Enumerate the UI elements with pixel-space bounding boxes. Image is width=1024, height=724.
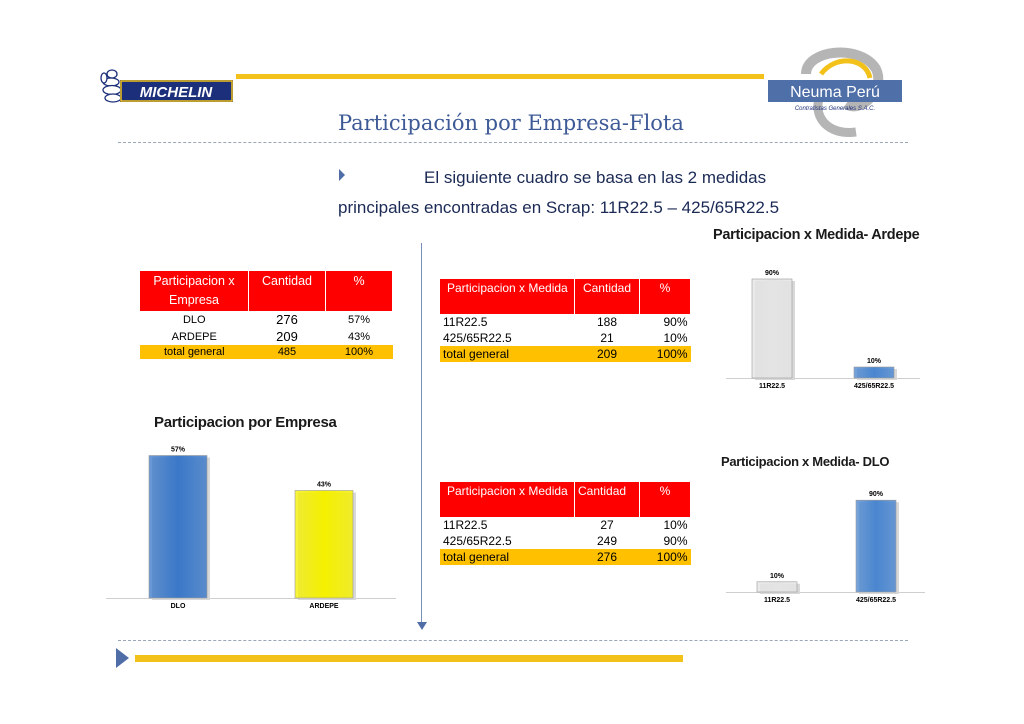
data-label: 90% bbox=[868, 491, 884, 499]
cell-qty: 276 bbox=[276, 312, 298, 327]
table-empresa bbox=[140, 271, 393, 359]
cell-name: 11R22.5 bbox=[443, 518, 488, 532]
cell-name: DLO bbox=[182, 313, 206, 326]
header-cell: Participacion x Empresa bbox=[140, 271, 249, 311]
table-medida-dlo bbox=[440, 482, 691, 565]
cell-qty: 209 bbox=[276, 329, 298, 344]
cell-name: 425/65R22.5 bbox=[443, 534, 512, 548]
table-row bbox=[440, 330, 691, 346]
chart-empresa bbox=[104, 436, 400, 610]
cell-qty: 485 bbox=[249, 345, 326, 359]
cell-qty: 27 bbox=[600, 518, 614, 532]
bar bbox=[854, 367, 894, 378]
header-cell: Participacion x Medida bbox=[440, 279, 575, 314]
footer-arrow-icon bbox=[116, 648, 129, 668]
body-line-1: El siguiente cuadro se basa en las 2 medidas bbox=[424, 168, 767, 187]
header-cell: Cantidad bbox=[575, 279, 640, 314]
neuma-peru-logo bbox=[766, 44, 906, 138]
cell-name: 11R22.5 bbox=[443, 315, 488, 329]
cell-name: ARDEPE bbox=[171, 330, 217, 343]
table-total-row bbox=[440, 346, 691, 362]
cell-qty: 21 bbox=[600, 331, 614, 345]
cell-qty: 249 bbox=[596, 534, 618, 548]
x-tick-label: 11R22.5 bbox=[763, 597, 791, 604]
cell-pct: 100% bbox=[326, 345, 393, 359]
svg-text:Neuma Perú: Neuma Perú bbox=[790, 84, 880, 101]
x-tick-label: 425/65R22.5 bbox=[855, 597, 897, 604]
footer-accent-line bbox=[135, 655, 683, 662]
header-accent-line bbox=[236, 74, 764, 79]
bar bbox=[757, 582, 797, 592]
chart-title-ardepe: Participacion x Medida- Ardepe bbox=[713, 227, 920, 243]
vertical-divider bbox=[421, 243, 422, 623]
bar bbox=[752, 279, 792, 378]
chart-title-dlo: Participacion x Medida- DLO bbox=[721, 454, 890, 469]
header-cell: Cantidad bbox=[249, 271, 326, 311]
data-label: 10% bbox=[866, 358, 882, 365]
header-cell: % bbox=[640, 482, 691, 517]
table-medida-ardepe bbox=[440, 279, 691, 362]
cell-pct: 57% bbox=[347, 313, 371, 326]
table-row bbox=[440, 314, 691, 330]
header-cell: Participacion x Medida bbox=[440, 482, 575, 517]
data-label: 10% bbox=[769, 572, 785, 580]
cell-pct: 90% bbox=[663, 534, 688, 548]
cell-pct: 90% bbox=[663, 315, 688, 329]
header-divider bbox=[118, 142, 908, 143]
chart-ardepe bbox=[724, 256, 924, 402]
table-row bbox=[440, 533, 691, 549]
header-cell: % bbox=[640, 279, 691, 314]
data-label: 57% bbox=[170, 446, 186, 454]
cell-pct: 100% bbox=[640, 346, 691, 362]
table-row bbox=[440, 517, 691, 533]
down-arrow-icon bbox=[417, 622, 427, 630]
bar bbox=[149, 456, 207, 599]
data-label: 43% bbox=[316, 481, 332, 489]
cell-name: 425/65R22.5 bbox=[443, 331, 512, 345]
cell-pct: 10% bbox=[663, 331, 688, 345]
table-row bbox=[140, 311, 393, 328]
svg-text:Contratistas Generales S.A.C.: Contratistas Generales S.A.C. bbox=[794, 106, 876, 112]
cell-name: total general bbox=[440, 346, 575, 362]
x-tick-label: ARDEPE bbox=[309, 603, 339, 610]
x-tick-label: DLO bbox=[170, 603, 186, 610]
x-tick-label: 425/65R22.5 bbox=[853, 383, 895, 390]
body-line-2: principales encontradas en Scrap: 11R22.5 – 425/65R22.5 bbox=[338, 198, 780, 217]
cell-qty: 276 bbox=[575, 549, 640, 565]
table-header-row bbox=[440, 279, 691, 314]
svg-text:MICHELIN: MICHELIN bbox=[139, 84, 213, 101]
cell-pct: 100% bbox=[640, 549, 691, 565]
page-title: Participación por Empresa-Flota bbox=[338, 111, 684, 135]
table-header-row bbox=[440, 482, 691, 517]
michelin-logo bbox=[100, 66, 234, 106]
bar bbox=[856, 500, 896, 592]
table-row bbox=[140, 328, 393, 345]
x-tick-label: 11R22.5 bbox=[758, 383, 786, 390]
body-text bbox=[338, 163, 808, 217]
cell-pct: 10% bbox=[663, 518, 688, 532]
cell-qty: 209 bbox=[575, 346, 640, 362]
chart-title-empresa: Participacion por Empresa bbox=[154, 414, 337, 431]
table-header-row bbox=[140, 271, 393, 311]
bar bbox=[295, 491, 353, 599]
table-total-row bbox=[440, 549, 691, 565]
header-cell: % bbox=[326, 271, 393, 311]
cell-qty: 188 bbox=[596, 315, 618, 329]
chart-dlo bbox=[724, 480, 929, 610]
data-label: 90% bbox=[764, 270, 780, 277]
cell-pct: 43% bbox=[347, 330, 371, 343]
cell-name: total general bbox=[440, 549, 575, 565]
footer-divider bbox=[118, 640, 908, 641]
cell-name: total general bbox=[140, 345, 249, 359]
table-total-row bbox=[140, 345, 393, 359]
header-cell: Cantidad bbox=[575, 482, 640, 517]
